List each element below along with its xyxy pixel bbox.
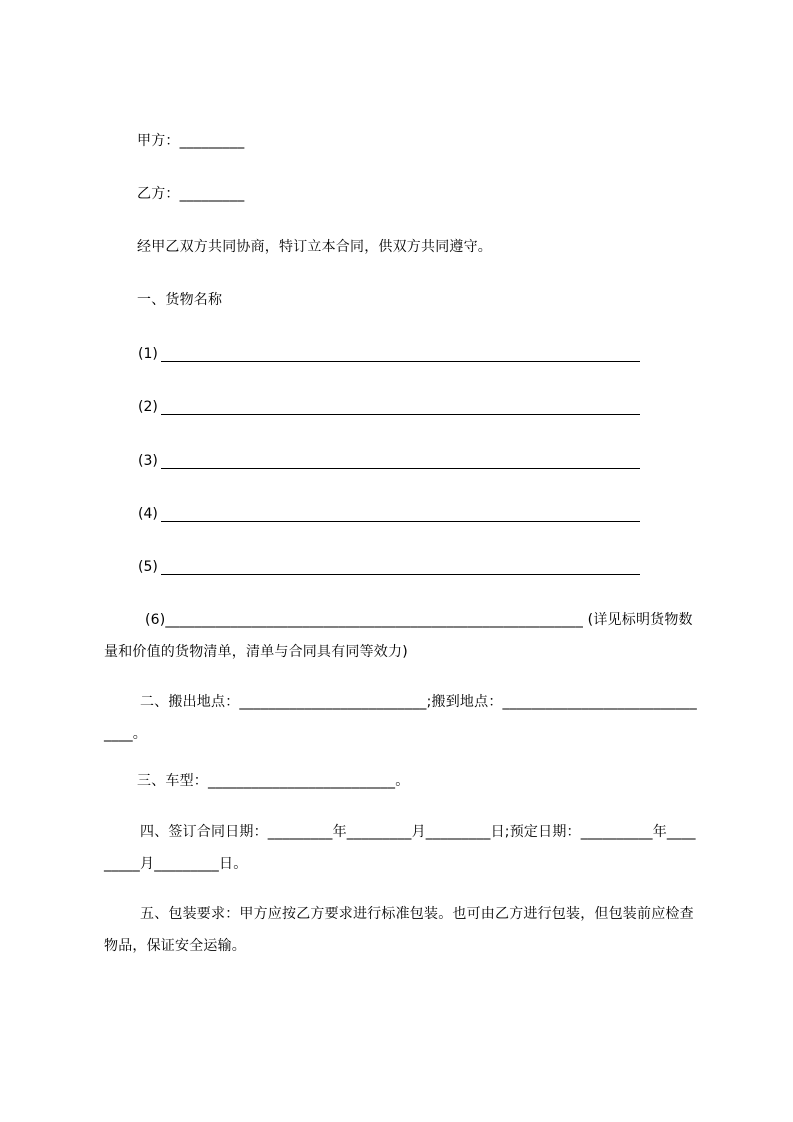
goods-item-6-paragraph: (6)__________________________________________________________ (详见标明货物数量和价值的货物清单，清单与合同具有同等效力)	[104, 612, 693, 660]
goods-item-rule-2	[161, 414, 640, 415]
section-contract-dates: 四、签订合同日期：_________年_________月_________日;预定日期：__________年_________月_________日。	[104, 824, 696, 872]
party-a-line: 甲方：_________	[137, 133, 245, 149]
section-vehicle-type: 三、车型：__________________________。	[137, 773, 410, 789]
party-b-line: 乙方：_________	[137, 186, 245, 202]
goods-item-label-4: (4)	[138, 506, 158, 522]
section-move-locations: 二、搬出地点：__________________________;搬到地点：_______________________________。	[104, 694, 697, 742]
contract-intro: 经甲乙双方共同协商，特订立本合同，供双方共同遵守。	[137, 239, 492, 255]
goods-item-label-2: (2)	[138, 399, 158, 415]
goods-item-label-1: (1)	[138, 346, 158, 362]
goods-item-rule-1	[161, 361, 640, 362]
goods-item-rule-4	[161, 521, 640, 522]
section-goods-title: 一、货物名称	[137, 292, 223, 308]
goods-item-rule-3	[161, 468, 640, 469]
section-packaging-requirements: 五、包装要求：甲方应按乙方要求进行标准包装。也可由乙方进行包装，但包装前应检查物品，保证安全运输。	[104, 906, 694, 954]
goods-item-label-5: (5)	[138, 559, 158, 575]
goods-item-label-3: (3)	[138, 453, 158, 469]
goods-item-rule-5	[161, 574, 640, 575]
